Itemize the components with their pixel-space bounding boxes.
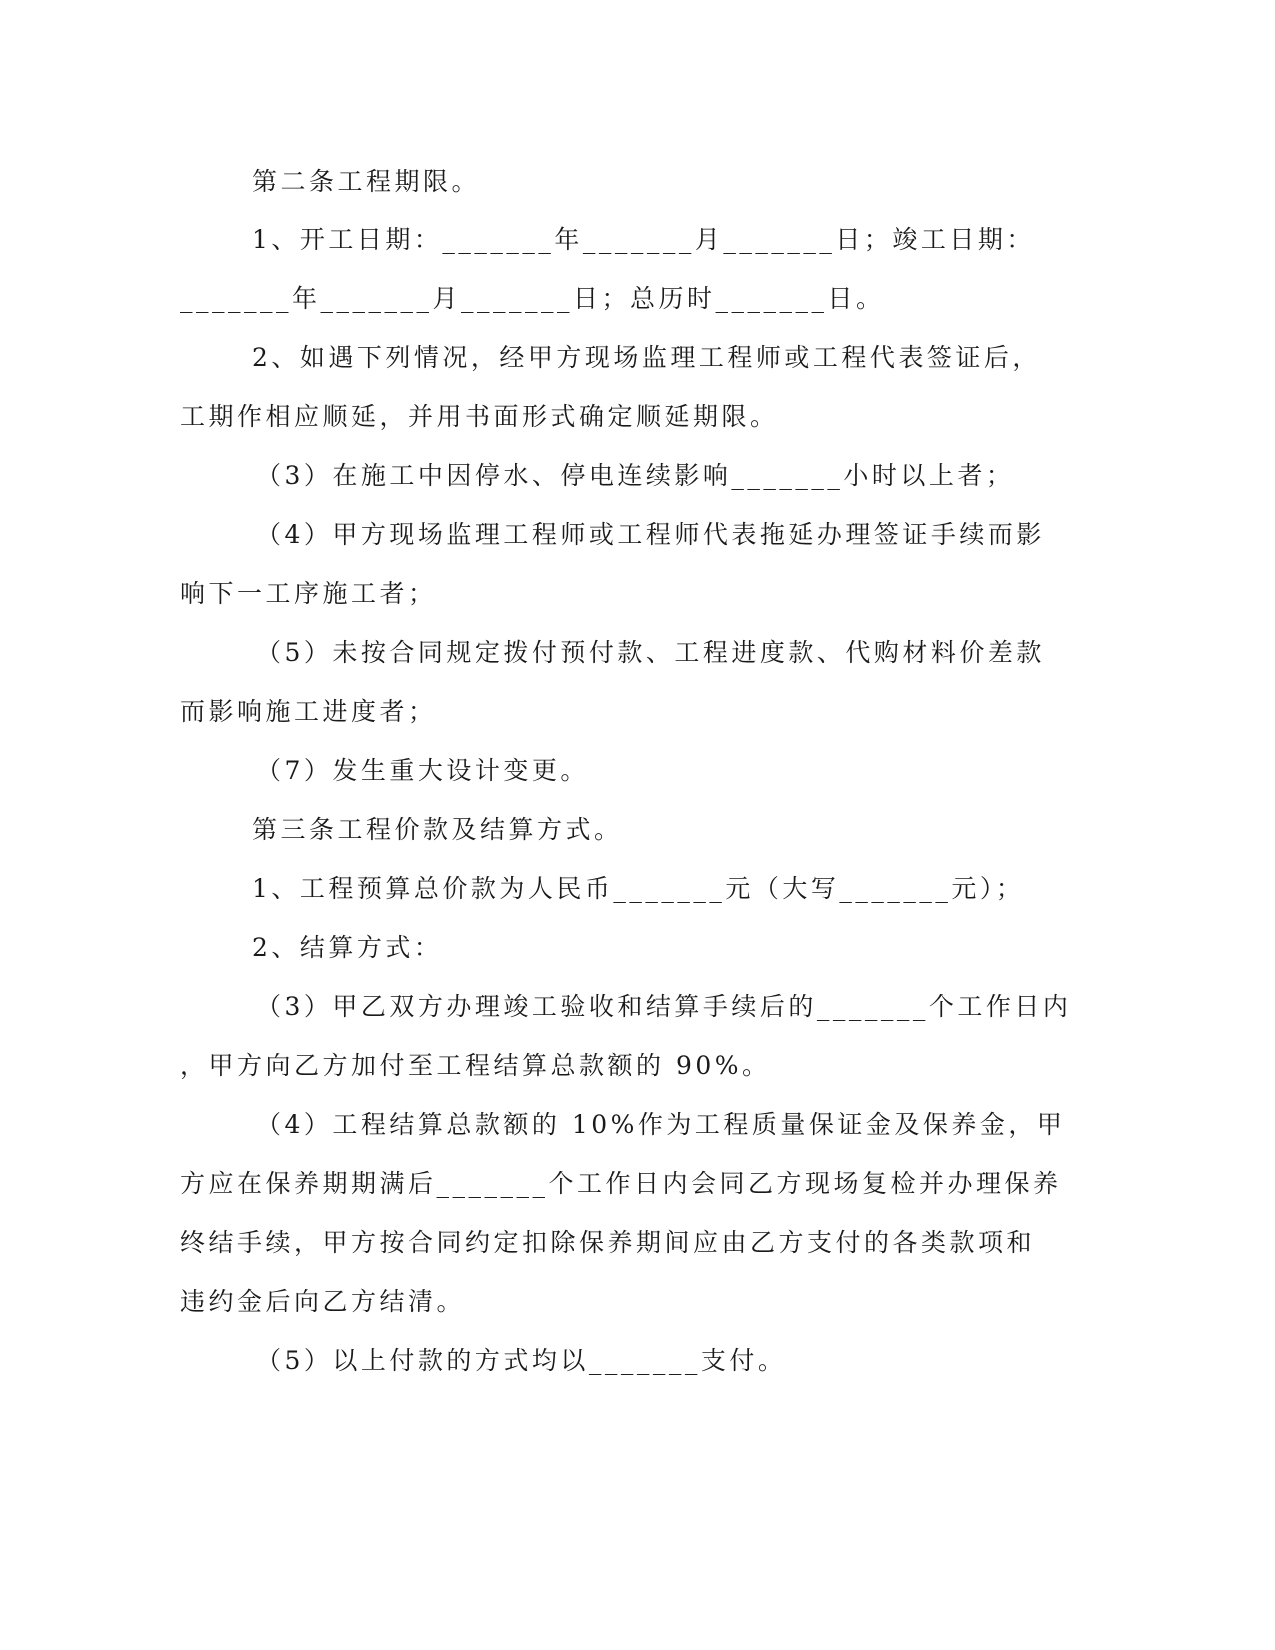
- item-7-design-change: （7）发生重大设计变更。: [256, 756, 589, 785]
- extension-clause-line-2: 工期作相应顺延，并用书面形式确定顺延期限。: [180, 402, 779, 431]
- payment-item-4-line-2: 方应在保养期期满后_______个工作日内会同乙方现场复检并办理保养: [180, 1169, 1062, 1198]
- extension-clause-line-1: 2、如遇下列情况，经甲方现场监理工程师或工程代表签证后，: [252, 343, 1041, 372]
- item-4-line-2: 响下一工序施工者；: [180, 579, 437, 608]
- item-5-line-2: 而影响施工进度者；: [180, 697, 437, 726]
- payment-item-5-line: （5）以上付款的方式均以_______支付。: [256, 1346, 787, 1375]
- completion-date-line: _______年_______月_______日；总历时_______日。: [180, 284, 885, 313]
- start-date-line: 1、开工日期：_______年_______月_______日；竣工日期：: [252, 225, 1035, 254]
- payment-item-4-line-4: 违约金后向乙方结清。: [180, 1287, 466, 1316]
- payment-item-4-line-3: 终结手续，甲方按合同约定扣除保养期间应由乙方支付的各类款项和: [180, 1228, 1036, 1257]
- article-3-heading: 第三条工程价款及结算方式。: [252, 815, 623, 844]
- payment-item-3-line-1: （3）甲乙双方办理竣工验收和结算手续后的_______个工作日内: [256, 992, 1072, 1021]
- payment-item-3-line-2: ，甲方向乙方加付至工程结算总款额的 90%。: [180, 1051, 771, 1080]
- budget-price-line: 1、工程预算总价款为人民币_______元（大写_______元）；: [252, 874, 1025, 903]
- settlement-method-line: 2、结算方式：: [252, 933, 443, 962]
- item-4-line-1: （4）甲方现场监理工程师或工程师代表拖延办理签证手续而影: [256, 520, 1045, 549]
- item-3-power-outage: （3）在施工中因停水、停电连续影响_______小时以上者；: [256, 461, 1015, 490]
- payment-item-4-line-1: （4）工程结算总款额的 10%作为工程质量保证金及保养金，甲: [256, 1110, 1066, 1139]
- article-2-heading: 第二条工程期限。: [252, 167, 481, 196]
- item-5-line-1: （5）未按合同规定拨付预付款、工程进度款、代购材料价差款: [256, 638, 1045, 667]
